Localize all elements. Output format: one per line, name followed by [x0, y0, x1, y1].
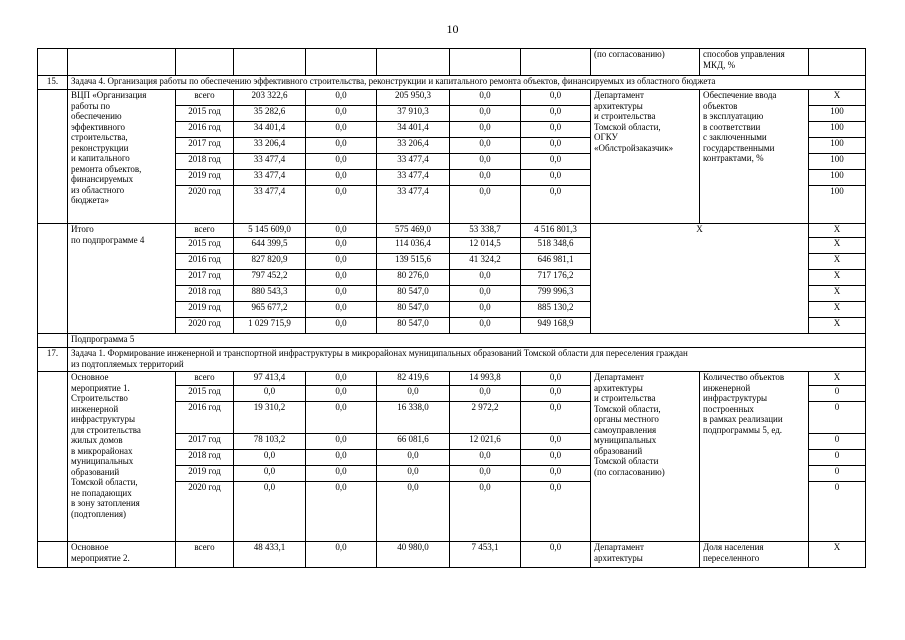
table-row: 2020 год 33 477,4 0,0 33 477,4 0,0 0,0 100 [38, 186, 866, 224]
table-row: 2015 год 644 399,5 0,0 114 036,4 12 014,5 518 348,6 X [38, 238, 866, 254]
table-row: 2016 год 827 820,9 0,0 139 515,6 41 324,2 646 981,1 X [38, 254, 866, 270]
table-row [38, 49, 866, 76]
subprogram-row [38, 334, 866, 348]
table-row: Итого по подпрограмме 4 всего 5 145 609,0 0,0 575 469,0 53 338,7 4 516 801,3 X X [38, 224, 866, 238]
table-row: 2017 год 797 452,2 0,0 80 276,0 0,0 717 176,2 X [38, 270, 866, 286]
table-row: ВЦП «Организация работы по обеспечению эффективного строительства, реконструкции и капитального ремонта объектов, финансируемых из областного бюджета» всего 203 322,6 0,0 205 950,3 0,0 0,0 Департамент архитектуры и строительства Томской области, ОГКУ «Облстройзаказчик» Обеспечение ввода объектов в эксплуатацию в соответствии с заключенными государственными контрактами, % X [38, 90, 866, 106]
table-row: 2018 год 33 477,4 0,0 33 477,4 0,0 0,0 100 [38, 154, 866, 170]
subprogram-title: Подпрограмма 5 [68, 334, 866, 348]
indicator-cell: способов управления МКД, % [700, 49, 809, 76]
indicator-cell: Количество объектов инженерной инфраструктуры построенных в рамках реализации подпрограммы 5, ед. [700, 372, 809, 542]
measure-name: Основное мероприятие 2. [68, 542, 176, 568]
table-row: 2019 год 0,0 0,0 0,0 0,0 0,0 0 [38, 466, 866, 482]
table-row: 2019 год 33 477,4 0,0 33 477,4 0,0 0,0 100 [38, 170, 866, 186]
page-number: 10 [446, 22, 459, 36]
table-row: 2016 год 34 401,4 0,0 34 401,4 0,0 0,0 100 [38, 122, 866, 138]
task-title: Задача 4. Организация работы по обеспечению эффективного строительства, реконструкции и капитального ремонта объектов, финансируемых из областного бюджета [68, 76, 866, 90]
indicator-cell: Обеспечение ввода объектов в эксплуатацию в соответствии с заключенными государственными контрактами, % [700, 90, 809, 224]
executor-cell: Департамент архитектуры и строительства Томской области, ОГКУ «Облстройзаказчик» [591, 90, 700, 224]
measure-name: Основное мероприятие 1. Строительство инженерной инфраструктуры для строительства жилых домов в микрорайонах муниципальных образований Томской области, не попадающих в зону затопления (подтопления) [68, 372, 176, 542]
table-row: 2015 год 0,0 0,0 0,0 0,0 0,0 0 [38, 386, 866, 402]
table-row: 2019 год 965 677,2 0,0 80 547,0 0,0 885 130,2 X [38, 302, 866, 318]
table-row: 2020 год 1 029 715,9 0,0 80 547,0 0,0 949 168,9 X [38, 318, 866, 334]
task-row [38, 348, 866, 372]
executor-cell: Департамент архитектуры и строительства Томской области, органы местного самоуправления муниципальных образований Томской области (по согласованию) [591, 372, 700, 542]
executor-cell: Департамент архитектуры [591, 542, 700, 568]
row-number: 17. [38, 348, 68, 372]
table-row: 2017 год 33 206,4 0,0 33 206,4 0,0 0,0 100 [38, 138, 866, 154]
task-title: Задача 1. Формирование инженерной и транспортной инфраструктуры в микрорайонах муниципальных образований Томской области для переселения граждан из подтопляемых территорий [68, 348, 866, 372]
total-label: Итого по подпрограмме 4 [68, 224, 176, 334]
indicator-cell: X [591, 224, 809, 334]
table-row: 2018 год 880 543,3 0,0 80 547,0 0,0 799 996,3 X [38, 286, 866, 302]
task-row [38, 76, 866, 90]
table-row: Основное мероприятие 1. Строительство инженерной инфраструктуры для строительства жилых домов в микрорайонах муниципальных образований Томской области, не попадающих в зону затопления (подтопления) всего 97 413,4 0,0 82 419,6 14 993,8 0,0 Департамент архитектуры и строительства Томской области, органы местного самоуправления муниципальных образований Томской области (по согласованию) Количество объектов инженерной инфраструктуры построенных в рамках реализации подпрограммы 5, ед. X [38, 372, 866, 386]
table-row: 2018 год 0,0 0,0 0,0 0,0 0,0 0 [38, 450, 866, 466]
table-row: Основное мероприятие 2. всего 48 433,1 0,0 40 980,0 7 453,1 0,0 Департамент архитектуры Доля населения переселенного X [38, 542, 866, 568]
row-number: 15. [38, 76, 68, 90]
executor-cell: (по согласованию) [591, 49, 700, 76]
measure-name: ВЦП «Организация работы по обеспечению эффективного строительства, реконструкции и капитального ремонта объектов, финансируемых из областного бюджета» [68, 90, 176, 224]
table-row: 2015 год 35 282,6 0,0 37 910,3 0,0 0,0 100 [38, 106, 866, 122]
subprogram-finance-table [37, 48, 866, 568]
table-row: 2017 год 78 103,2 0,0 66 081,6 12 021,6 0,0 0 [38, 434, 866, 450]
table-row: 2020 год 0,0 0,0 0,0 0,0 0,0 0 [38, 482, 866, 542]
table-row: 2016 год 19 310,2 0,0 16 338,0 2 972,2 0,0 0 [38, 402, 866, 434]
indicator-cell: Доля населения переселенного [700, 542, 809, 568]
